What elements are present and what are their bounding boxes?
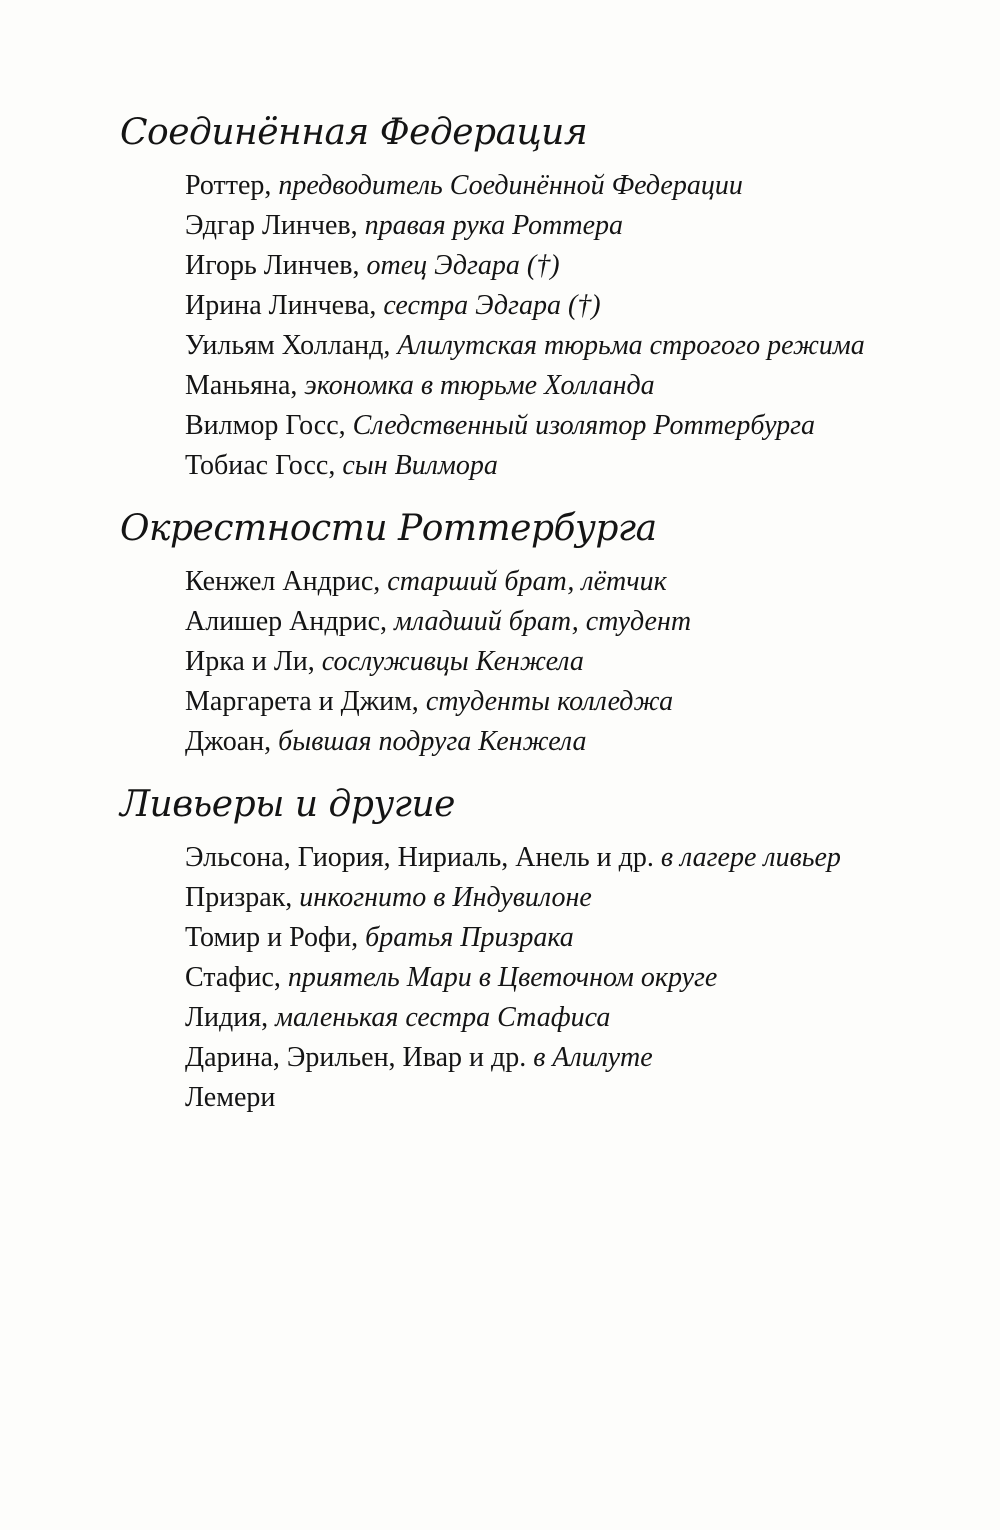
list-item bbox=[185, 838, 841, 878]
character-role: правая рука Роттера bbox=[364, 210, 624, 241]
character-name: Лидия, bbox=[185, 1002, 269, 1033]
list-item bbox=[185, 958, 841, 998]
character-role: студенты колледжа bbox=[425, 686, 674, 717]
list-item bbox=[185, 446, 865, 486]
character-name: Игорь Линчев, bbox=[185, 250, 360, 281]
character-role: в лагере ливьер bbox=[660, 842, 841, 873]
list-item bbox=[185, 166, 865, 206]
character-role: в Алилуте bbox=[533, 1042, 653, 1073]
character-role: старший брат, лётчик bbox=[387, 566, 667, 597]
character-name: Лемери bbox=[185, 1082, 276, 1113]
character-list bbox=[185, 562, 691, 762]
list-item bbox=[185, 326, 865, 366]
character-role: сын Вилмора bbox=[342, 450, 498, 481]
character-name: Алишер Андрис, bbox=[185, 606, 388, 637]
character-name: Маньяна, bbox=[185, 370, 298, 401]
character-role: маленькая сестра Стафиса bbox=[275, 1002, 611, 1033]
list-item bbox=[185, 286, 865, 326]
character-role: Алилутская тюрьма строгого режима bbox=[397, 330, 865, 361]
character-name: Призрак, bbox=[185, 882, 293, 913]
character-name: Эдгар Линчев, bbox=[185, 210, 358, 241]
list-item bbox=[185, 1078, 841, 1118]
character-role: экономка в тюрьме Холланда bbox=[304, 370, 655, 401]
list-item bbox=[185, 642, 691, 682]
list-item bbox=[185, 918, 841, 958]
character-name: Вилмор Госс, bbox=[185, 410, 346, 441]
character-name: Кенжел Андрис, bbox=[185, 566, 381, 597]
list-item bbox=[185, 722, 691, 762]
character-role: сослуживцы Кенжела bbox=[321, 646, 584, 677]
list-item bbox=[185, 206, 865, 246]
section-heading: Окрестности Роттербурга bbox=[120, 508, 657, 549]
character-name: Уильям Холланд, bbox=[185, 330, 391, 361]
character-role: инкогнито в Индувилоне bbox=[299, 882, 592, 913]
character-name: Маргарета и Джим, bbox=[185, 686, 419, 717]
character-role: младший брат, студент bbox=[394, 606, 692, 637]
character-name: Ирка и Ли, bbox=[185, 646, 315, 677]
character-name: Роттер, bbox=[185, 170, 272, 201]
character-name: Дарина, Эрильен, Ивар и др. bbox=[185, 1042, 527, 1073]
list-item bbox=[185, 406, 865, 446]
list-item bbox=[185, 878, 841, 918]
character-role: отец Эдгара (†) bbox=[366, 250, 560, 281]
section-heading: Ливьеры и другие bbox=[120, 784, 455, 825]
list-item bbox=[185, 602, 691, 642]
character-role: сестра Эдгара (†) bbox=[383, 290, 601, 321]
character-list bbox=[185, 838, 841, 1118]
character-name: Эльсона, Гиория, Нириаль, Анель и др. bbox=[185, 842, 654, 873]
character-role: предводитель Соединённой Федерации bbox=[278, 170, 743, 201]
character-role: приятель Мари в Цветочном округе bbox=[287, 962, 718, 993]
list-item bbox=[185, 562, 691, 602]
character-name: Джоан, bbox=[185, 726, 272, 757]
character-list bbox=[185, 166, 865, 486]
list-item bbox=[185, 246, 865, 286]
character-name: Тобиас Госс, bbox=[185, 450, 336, 481]
list-item bbox=[185, 998, 841, 1038]
character-name: Ирина Линчева, bbox=[185, 290, 377, 321]
list-item bbox=[185, 1038, 841, 1078]
character-name: Томир и Рофи, bbox=[185, 922, 359, 953]
list-item bbox=[185, 366, 865, 406]
character-role: бывшая подруга Кенжела bbox=[278, 726, 587, 757]
character-name: Стафис, bbox=[185, 962, 281, 993]
section-heading: Соединённая Федерация bbox=[120, 112, 588, 153]
character-role: братья Призрака bbox=[365, 922, 574, 953]
list-item bbox=[185, 682, 691, 722]
character-role: Следственный изолятор Роттербурга bbox=[352, 410, 816, 441]
